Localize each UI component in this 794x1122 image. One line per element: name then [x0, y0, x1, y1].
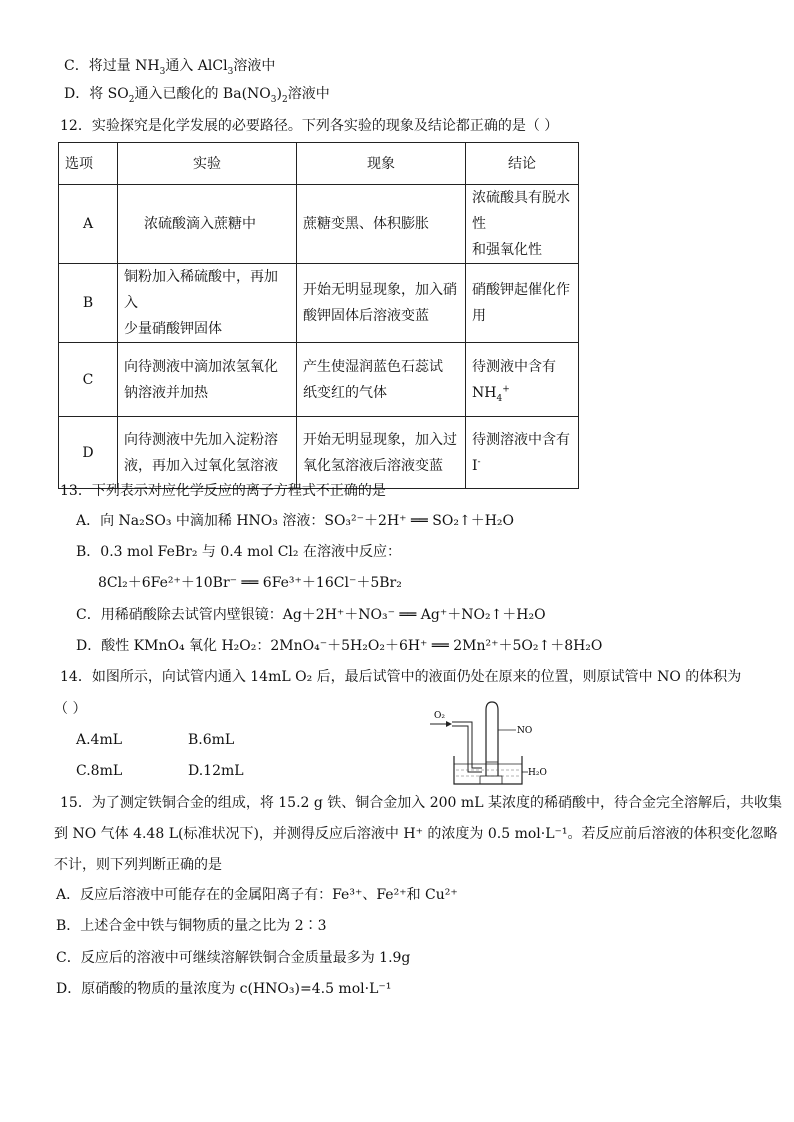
row-experiment: 铜粉加入稀硫酸中，再加入 少量硝酸钾固体 — [118, 264, 297, 343]
table-row — [59, 343, 579, 417]
table-row — [59, 185, 579, 264]
q15-option-a: A．反应后溶液中可能存在的金属阳离子有：Fe³⁺、Fe²⁺和 Cu²⁺ — [56, 887, 458, 903]
q12-table — [58, 142, 579, 489]
tube-support — [480, 776, 502, 784]
q14-apparatus-diagram — [424, 700, 554, 788]
inverted-test-tube — [486, 702, 498, 776]
q13-option-b: B．0.3 mol FeBr₂ 与 0.4 mol Cl₂ 在溶液中反应： — [76, 544, 401, 560]
row-phenomenon: 蔗糖变黑、体积膨胀 — [297, 185, 466, 264]
delivery-tube — [452, 722, 482, 768]
q14-stem: 14．如图所示，向试管内通入 14mL O₂ 后，最后试管中的液面仍处在原来的位置，则原试管中 NO 的体积为 — [60, 669, 742, 685]
row-phenomenon: 开始无明显现象，加入过 氧化氢溶液后溶液变蓝 — [297, 417, 466, 489]
q13-option-b-equation: 8Cl₂＋6Fe²⁺＋10Br⁻ ══ 6Fe³⁺＋16Cl⁻＋5Br₂ — [98, 575, 402, 591]
row-experiment: 浓硫酸滴入蔗糖中 — [118, 185, 297, 264]
header-phenomenon: 现象 — [297, 143, 466, 185]
q14-option-c: C.8mL — [76, 763, 123, 779]
q15-option-d: D．原硝酸的物质的量浓度为 c(HNO₃)=4.5 mol·L⁻¹ — [56, 981, 392, 997]
q15-stem-line-3: 不计，则下列判断正确的是 — [54, 857, 222, 873]
table-row — [59, 264, 579, 343]
row-conclusion: 硝酸钾起催化作用 — [466, 264, 579, 343]
row-option: C — [59, 343, 118, 417]
header-conclusion: 结论 — [466, 143, 579, 185]
q14-option-a: A.4mL — [76, 732, 123, 748]
row-option: B — [59, 264, 118, 343]
row-option: A — [59, 185, 118, 264]
row-experiment: 向待测液中先加入淀粉溶 液，再加入过氧化氢溶液 — [118, 417, 297, 489]
header-experiment: 实验 — [118, 143, 297, 185]
q15-stem-line-2: 到 NO 气体 4.48 L(标准状况下)，并测得反应后溶液中 H⁺ 的浓度为 0.5 mol·L⁻¹。若反应前后溶液的体积变化忽略 — [54, 826, 778, 842]
header-option: 选项 — [59, 143, 118, 185]
q13-stem: 13．下列表示对应化学反应的离子方程式不正确的是 — [60, 483, 386, 499]
label-no: NO — [517, 726, 533, 736]
q15-option-c: C．反应后的溶液中可继续溶解铁铜合金质量最多为 1.9g — [56, 950, 411, 966]
q13-option-d: D．酸性 KMnO₄ 氧化 H₂O₂：2MnO₄⁻＋5H₂O₂＋6H⁺ ══ 2Mn²⁺＋5O₂↑＋8H₂O — [76, 638, 603, 654]
q13-option-a: A．向 Na₂SO₃ 中滴加稀 HNO₃ 溶液：SO₃²⁻＋2H⁺ ══ SO₂↑＋H₂O — [76, 513, 515, 529]
row-conclusion: 待测液中含有 $NH_4^+$ — [466, 343, 579, 417]
row-phenomenon: 开始无明显现象，加入硝 酸钾固体后溶液变蓝 — [297, 264, 466, 343]
label-o2: O₂ — [434, 711, 445, 721]
q12-stem: 12．实验探究是化学发展的必要路径。下列各实验的现象及结论都正确的是（ ） — [60, 118, 559, 134]
label-h2o: H₂O — [528, 768, 547, 778]
row-conclusion: 浓硫酸具有脱水性 和强氧化性 — [466, 185, 579, 264]
q14-option-d: D.12mL — [188, 763, 244, 779]
q11-option-d: D．将 $SO_2$通入已酸化的 $Ba(NO_3)_2$溶液中 — [64, 86, 330, 105]
q15-option-b: B．上述合金中铁与铜物质的量之比为 2∶3 — [56, 918, 327, 934]
row-conclusion: 待测溶液中含有 I- — [466, 417, 579, 489]
row-option: D — [59, 417, 118, 489]
q14-answer-paren: （ ） — [54, 701, 87, 717]
row-experiment: 向待测液中滴加浓氢氧化 钠溶液并加热 — [118, 343, 297, 417]
q15-stem-line-1: 15．为了测定铁铜合金的组成，将 15.2 g 铁、铜合金加入 200 mL 某浓度的稀硝酸中，待合金完全溶解后，共收集 — [60, 795, 782, 811]
q11-option-c: C．将过量 $NH_3$通入 AlCl$_3$溶液中 — [64, 58, 276, 77]
table-header-row — [59, 143, 579, 185]
row-phenomenon: 产生使湿润蓝色石蕊试 纸变红的气体 — [297, 343, 466, 417]
arrow-head-icon — [446, 721, 452, 727]
q13-option-c: C．用稀硝酸除去试管内壁银镜：Ag＋2H⁺＋NO₃⁻ ══ Ag⁺＋NO₂↑＋H₂O — [76, 607, 546, 623]
q14-option-b: B.6mL — [188, 732, 235, 748]
table-row — [59, 417, 579, 489]
